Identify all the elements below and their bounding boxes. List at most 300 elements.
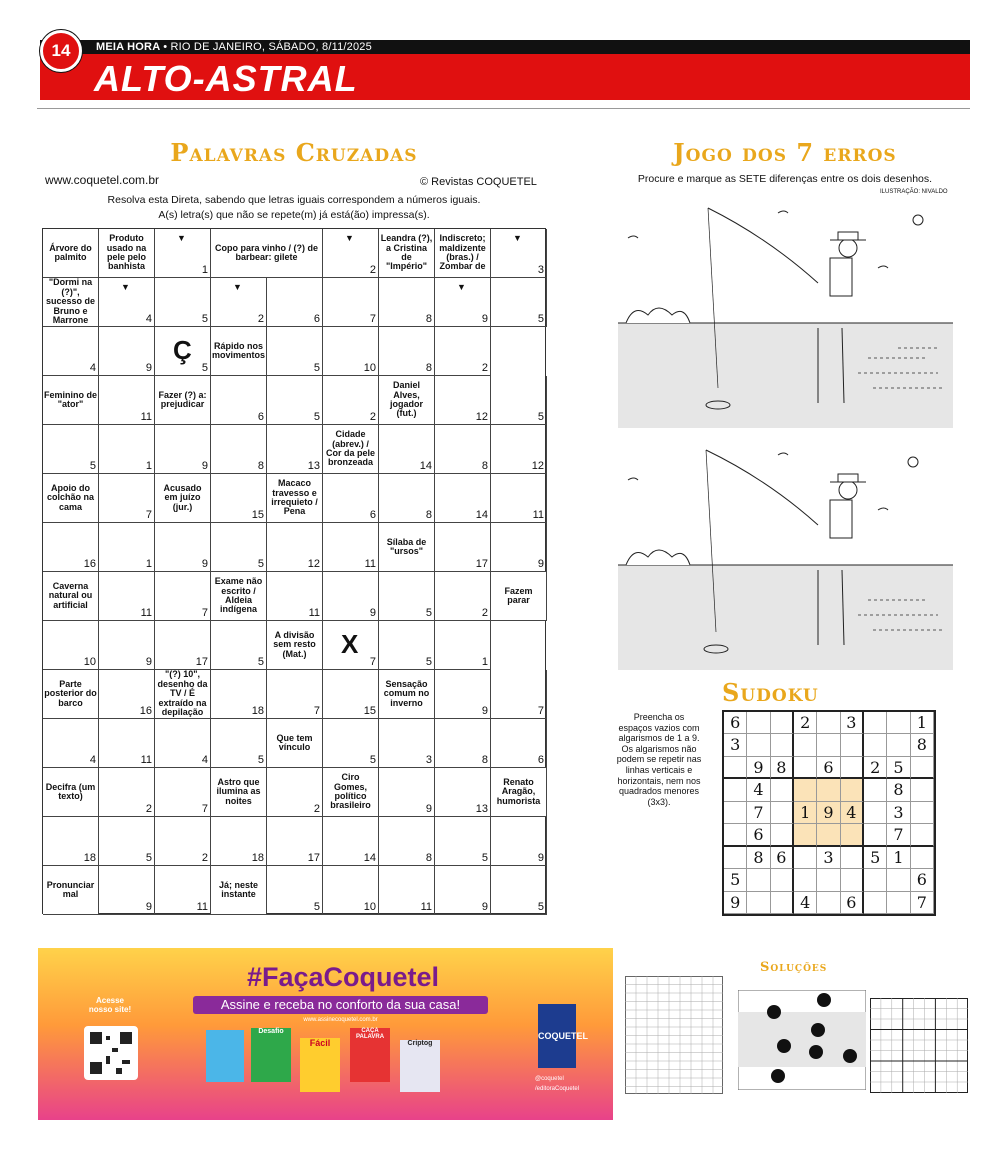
crossword-cell[interactable] [155,621,211,670]
crossword-cell[interactable] [211,719,267,768]
clue-text: Copo para vinho / (?) de barbear: gilete [215,242,318,262]
crossword-cell[interactable] [435,278,491,327]
given-letter: Ç [173,335,192,365]
crossword-cell[interactable] [211,474,267,523]
sudoku-cell[interactable] [841,734,864,756]
sudoku-cell[interactable]: 5 [724,869,747,891]
crossword-instructions-2: A(s) letra(s) que não se repete(m) já está(ão) impressa(s). [158,209,430,221]
sudoku-cell[interactable] [771,712,794,734]
crossword-cell[interactable] [43,327,99,376]
magazine-cover-1 [206,1030,244,1082]
crossword-cell[interactable] [435,719,491,768]
clue-text: Parte posterior do barco [44,678,97,708]
sudoku-cell[interactable] [771,869,794,891]
cell-number: 11 [140,607,152,619]
crossword-clue [379,229,435,278]
cell-number: 8 [481,754,488,766]
crossword-cell[interactable] [323,229,379,278]
crossword-cell[interactable] [43,719,99,768]
crossword-cell[interactable] [491,817,547,866]
clue-text: Sílaba de "ursos" [386,536,427,556]
sudoku-cell[interactable] [817,869,840,891]
crossword-cell[interactable] [379,278,435,327]
sudoku-cell[interactable]: 6 [747,824,770,846]
clue-text: Leandra (?), a Cristina de "Império" [380,233,433,272]
social-instagram[interactable]: @coquetel [535,1076,564,1082]
cell-number: 4 [89,362,96,374]
cell-number: 2 [257,313,264,325]
cell-number: 12 [475,411,488,423]
crossword-cell[interactable] [99,425,155,474]
crossword-cell[interactable] [267,866,323,915]
cell-number: 7 [145,509,152,521]
crossword-cell[interactable] [155,523,211,572]
sudoku-cell[interactable] [771,824,794,846]
crossword-cell[interactable] [155,278,211,327]
sudoku-cell[interactable] [724,779,747,801]
sudoku-cell[interactable] [864,802,887,824]
crossword-cell[interactable] [155,229,211,278]
clue-text: Cidade (abrev.) / Cor da pele bronzeada [325,429,375,468]
clue-text: Árvore do palmito [49,242,92,262]
crossword-cell[interactable] [323,474,379,523]
crossword-cell[interactable] [491,376,547,425]
sudoku-title: Sudoku [722,678,819,707]
cell-number: 12 [531,460,544,472]
clue-text: Já; neste instante [218,879,259,899]
magazine-cover-5: Criptog [400,1040,440,1092]
crossword-cell[interactable] [99,523,155,572]
crossword-cell[interactable] [323,376,379,425]
sudoku-cell[interactable]: 8 [747,847,770,869]
cell-number: 7 [201,803,208,815]
clue-text: Renato Aragão, humorista [496,776,541,806]
sun-icon [908,457,918,467]
fisherman-head [839,481,857,499]
sudoku-cell[interactable] [841,824,864,846]
crossword-cell[interactable] [155,425,211,474]
crossword-cell[interactable] [99,572,155,621]
crossword-cell[interactable] [43,523,99,572]
coquetel-ad[interactable] [38,948,613,1120]
sudoku-cell[interactable] [864,824,887,846]
sudoku-cell[interactable]: 9 [817,802,840,824]
sudoku-cell[interactable]: 6 [841,892,864,914]
crossword-clue [435,229,491,278]
crossword-clue [267,474,323,523]
clue-text: Sensação comum no inverno [383,678,430,708]
crossword-cell[interactable] [155,768,211,817]
arrow-down-icon: ▼ [233,282,242,292]
crossword-cell[interactable] [99,474,155,523]
sudoku-cell[interactable] [817,824,840,846]
cell-number: 5 [537,901,544,913]
clue-text: Que tem vínculo [276,732,313,752]
sudoku-cell[interactable] [911,824,934,846]
cell-number: 14 [363,852,376,864]
crossword-cell[interactable] [491,474,547,523]
sudoku-cell[interactable] [841,757,864,779]
crossword-cell[interactable] [379,572,435,621]
clue-text: Indiscreto; maldizente (bras.) / Zombar de [439,233,486,272]
sudoku-cell[interactable] [864,892,887,914]
crossword-cell[interactable] [211,278,267,327]
sudoku-cell[interactable] [794,757,817,779]
sudoku-cell[interactable] [817,712,840,734]
crossword-cell[interactable] [99,719,155,768]
sudoku-cell[interactable]: 6 [911,869,934,891]
sudoku-cell[interactable] [911,802,934,824]
cell-number: 1 [145,558,152,570]
sudoku-cell[interactable] [724,847,747,869]
crossword-cell[interactable] [43,621,99,670]
ad-url[interactable]: www.assinecoquetel.com.br [303,1017,378,1023]
crossword-clue [491,768,547,817]
qr-pattern-icon [88,1030,134,1076]
seven-errors-solution-thumbnail [738,990,866,1090]
sudoku-cell[interactable] [864,869,887,891]
fisherman-body [830,258,852,296]
sudoku-cell[interactable]: 2 [794,712,817,734]
sudoku-cell[interactable] [771,779,794,801]
crossword-cell[interactable] [323,523,379,572]
cell-number: 12 [307,558,320,570]
sudoku-cell[interactable]: 3 [841,712,864,734]
sudoku-cell[interactable] [864,779,887,801]
cell-number: 9 [145,656,152,668]
clue-text: A divisão sem resto (Mat.) [273,629,316,659]
cell-number: 5 [89,460,96,472]
crossword-cell[interactable] [267,376,323,425]
crossword-cell[interactable] [435,523,491,572]
social-facebook[interactable]: /editoraCoquetel [535,1086,580,1092]
clue-text: Ciro Gomes, político brasileiro [330,772,371,811]
sudoku-cell[interactable] [841,847,864,869]
cell-number: 15 [251,509,264,521]
cell-number: 17 [195,656,208,668]
sudoku-cell[interactable]: 3 [724,734,747,756]
sudoku-cell[interactable]: 8 [771,757,794,779]
crossword-cell[interactable] [323,278,379,327]
divider [37,108,970,109]
crossword-cell[interactable] [211,523,267,572]
crossword-cell[interactable] [491,866,547,915]
coquetel-logo: COQUETEL [538,1004,576,1068]
crossword-cell[interactable] [491,670,547,719]
sudoku-cell[interactable]: 7 [747,802,770,824]
cell-number: 4 [145,313,152,325]
cell-number: 2 [481,607,488,619]
sudoku-cell[interactable] [747,712,770,734]
cell-number: 6 [313,313,320,325]
solutions-title: Soluções [760,960,828,975]
clue-text: "Dormi na (?)", sucesso de Bruno e Marrone [45,277,96,326]
crossword-clue [155,376,211,425]
sudoku-cell[interactable] [794,847,817,869]
crossword-clue [155,474,211,523]
arrow-down-icon: ▼ [177,233,186,243]
sudoku-cell[interactable]: 4 [747,779,770,801]
cell-number: 5 [537,411,544,423]
cell-number: 3 [537,264,544,276]
crossword-cell[interactable] [99,376,155,425]
cell-number: 11 [420,901,432,913]
clue-text: Pronunciar mal [46,879,95,899]
sudoku-cell[interactable] [864,734,887,756]
cell-number: 1 [145,460,152,472]
sudoku-cell[interactable] [724,824,747,846]
sudoku-cell[interactable]: 8 [911,734,934,756]
cell-number: 11 [140,754,152,766]
cell-number: 16 [83,558,96,570]
qr-code-icon[interactable] [84,1026,138,1080]
crossword-cell[interactable] [155,572,211,621]
magazine-cover-4: CAÇA PALAVRA [350,1028,390,1082]
cell-number: 5 [145,852,152,864]
crossword-cell[interactable] [491,278,547,327]
cell-number: 6 [537,754,544,766]
cell-number: 4 [201,754,208,766]
crossword-cell[interactable] [267,278,323,327]
crossword-cell[interactable] [323,866,379,915]
crossword-cell[interactable] [211,425,267,474]
crossword-cell[interactable] [379,425,435,474]
sudoku-cell[interactable] [724,802,747,824]
crossword-cell[interactable] [491,425,547,474]
crossword-cell[interactable] [379,621,435,670]
crossword-cell[interactable] [267,670,323,719]
crossword-cell[interactable] [379,768,435,817]
seven-errors-instructions: Procure e marque as SETE diferenças entre os dois desenhos. [637,173,933,185]
cell-number: 9 [145,901,152,913]
cell-number: 5 [201,313,208,325]
sudoku-cell[interactable] [911,757,934,779]
sudoku-cell[interactable] [911,779,934,801]
crossword-cell[interactable] [267,425,323,474]
crossword-cell[interactable] [155,817,211,866]
sudoku-cell[interactable]: 6 [771,847,794,869]
crossword-cell[interactable] [435,376,491,425]
crossword-cell[interactable] [323,817,379,866]
crossword-solution-thumbnail [625,976,723,1094]
sudoku-cell[interactable] [724,757,747,779]
cell-number: 2 [369,264,376,276]
crossword-cell[interactable] [99,621,155,670]
crossword-clue [211,327,267,376]
fisherman-head [839,239,857,257]
sudoku-cell[interactable]: 8 [887,779,910,801]
sudoku-instructions: Preencha os espaços vazios com algarismos de 1 a 9. Os algarismos não podem se repetir nas linhas verticais e horizontais, nem nos quadrados menores (3x3). [616,712,702,807]
sudoku-cell[interactable] [747,892,770,914]
cell-number: 11 [364,558,376,570]
crossword-clue [99,229,155,278]
crossword-cell[interactable] [491,719,547,768]
cell-number: 5 [257,754,264,766]
crossword-cell[interactable] [211,817,267,866]
crossword-clue [379,670,435,719]
crossword-cell[interactable] [323,670,379,719]
sudoku-cell[interactable] [911,847,934,869]
sudoku-cell[interactable]: 4 [841,802,864,824]
cell-number: 13 [475,803,488,815]
sudoku-cell[interactable]: 1 [911,712,934,734]
crossword-cell[interactable] [323,719,379,768]
cell-number: 11 [532,509,544,521]
crossword-cell[interactable] [155,866,211,915]
crossword-cell[interactable] [435,817,491,866]
crossword-cell[interactable] [323,572,379,621]
crossword-cell[interactable] [267,572,323,621]
sudoku-cell[interactable]: 5 [887,757,910,779]
cell-number: 5 [313,411,320,423]
cell-number: 10 [363,901,376,913]
cell-number: 7 [369,313,376,325]
sudoku-cell[interactable] [794,734,817,756]
sudoku-cell[interactable]: 1 [887,847,910,869]
clue-text: Caverna natural ou artificial [48,580,93,610]
crossword-clue [155,670,211,719]
crossword-cell[interactable] [99,866,155,915]
sudoku-cell[interactable] [841,779,864,801]
crossword-cell[interactable] [267,768,323,817]
crossword-cell[interactable] [323,621,379,670]
sudoku-cell[interactable]: 6 [724,712,747,734]
sudoku-cell[interactable]: 7 [911,892,934,914]
sudoku-cell[interactable] [747,869,770,891]
hat-icon [830,232,866,240]
cell-number: 7 [369,656,376,668]
crossword-cell[interactable] [491,523,547,572]
crossword-cell[interactable] [323,327,379,376]
cell-number: 5 [313,362,320,374]
crossword-clue [491,572,547,621]
sudoku-cell[interactable] [794,824,817,846]
crossword-cell[interactable] [379,866,435,915]
cell-number: 4 [89,754,96,766]
crossword-cell[interactable] [435,621,491,670]
sudoku-cell[interactable]: 9 [724,892,747,914]
sudoku-cell[interactable]: 4 [794,892,817,914]
crossword-cell[interactable] [491,229,547,278]
crossword-cell[interactable] [435,768,491,817]
fishing-rod [708,208,818,283]
crossword-cell[interactable] [43,425,99,474]
fishing-drawing-top [618,198,953,428]
crossword-cell[interactable] [435,866,491,915]
sudoku-cell[interactable]: 5 [864,847,887,869]
sudoku-cell[interactable] [887,712,910,734]
crossword-cell[interactable] [435,327,491,376]
cell-number: 17 [475,558,488,570]
cell-number: 5 [369,754,376,766]
crossword-cell[interactable] [155,719,211,768]
crossword-cell[interactable] [211,621,267,670]
sudoku-cell[interactable] [794,869,817,891]
clue-text: "(?) 10", desenho da TV / É extraído na depilação [157,669,208,718]
sudoku-cell[interactable] [817,779,840,801]
given-letter: X [341,629,359,659]
sudoku-cell[interactable] [771,892,794,914]
crossword-cell[interactable] [99,278,155,327]
crossword-clue [43,474,99,523]
page-number: 14 [40,30,82,72]
sudoku-cell[interactable]: 3 [817,847,840,869]
cell-number: 16 [139,705,152,717]
crossword-cell[interactable] [267,327,323,376]
cell-number: 8 [425,852,432,864]
crossword-cell[interactable] [379,719,435,768]
sudoku-cell[interactable] [747,734,770,756]
cell-number: 2 [481,362,488,374]
sudoku-cell[interactable]: 3 [887,802,910,824]
crossword-cell[interactable] [435,572,491,621]
crossword-cell[interactable] [99,670,155,719]
crossword-clue [43,229,99,278]
cell-number: 1 [201,264,208,276]
sudoku-cell[interactable] [864,712,887,734]
sudoku-cell[interactable] [771,802,794,824]
cell-number: 2 [201,852,208,864]
clue-text: Fazer (?) a: prejudicar [158,389,207,409]
crossword-clue [43,376,99,425]
crossword-cell[interactable] [99,768,155,817]
sudoku-cell[interactable]: 9 [747,757,770,779]
arrow-down-icon: ▼ [457,282,466,292]
sudoku-cell[interactable] [887,892,910,914]
crossword-cell[interactable] [435,474,491,523]
sudoku-cell[interactable] [771,734,794,756]
crossword-cell[interactable] [267,523,323,572]
sudoku-cell[interactable]: 7 [887,824,910,846]
sudoku-cell[interactable] [887,869,910,891]
sudoku-cell[interactable]: 2 [864,757,887,779]
crossword-clue [323,425,379,474]
clue-text: Daniel Alves, jogador (fut.) [390,380,423,419]
crossword-clue [267,621,323,670]
sudoku-cell[interactable] [887,734,910,756]
sudoku-cell[interactable] [794,779,817,801]
clue-text: Acusado em juízo (jur.) [163,482,202,512]
magazine-cover-2: Desafio [251,1028,291,1082]
crossword-cell[interactable] [379,327,435,376]
crossword-cell[interactable] [267,817,323,866]
crossword-cell[interactable] [435,425,491,474]
sudoku-cell[interactable] [817,734,840,756]
sudoku-cell[interactable] [841,869,864,891]
crossword-cell[interactable] [211,670,267,719]
sudoku-cell[interactable]: 1 [794,802,817,824]
crossword-cell[interactable] [99,327,155,376]
sudoku-cell[interactable] [817,892,840,914]
crossword-grid [42,228,546,914]
crossword-cell[interactable] [99,817,155,866]
cell-number: 7 [313,705,320,717]
fishing-drawing-bottom [618,440,953,670]
crossword-cell[interactable] [435,670,491,719]
crossword-clue [379,376,435,425]
crossword-cell[interactable] [155,327,211,376]
crossword-title: Palavras Cruzadas [170,138,418,167]
crossword-cell[interactable] [379,817,435,866]
sudoku-cell[interactable]: 6 [817,757,840,779]
cell-number: 9 [201,460,208,472]
cell-number: 1 [481,656,488,668]
arrow-down-icon: ▼ [513,233,522,243]
cell-number: 14 [475,509,488,521]
crossword-cell[interactable] [43,817,99,866]
crossword-cell[interactable] [211,376,267,425]
crossword-cell[interactable] [379,474,435,523]
